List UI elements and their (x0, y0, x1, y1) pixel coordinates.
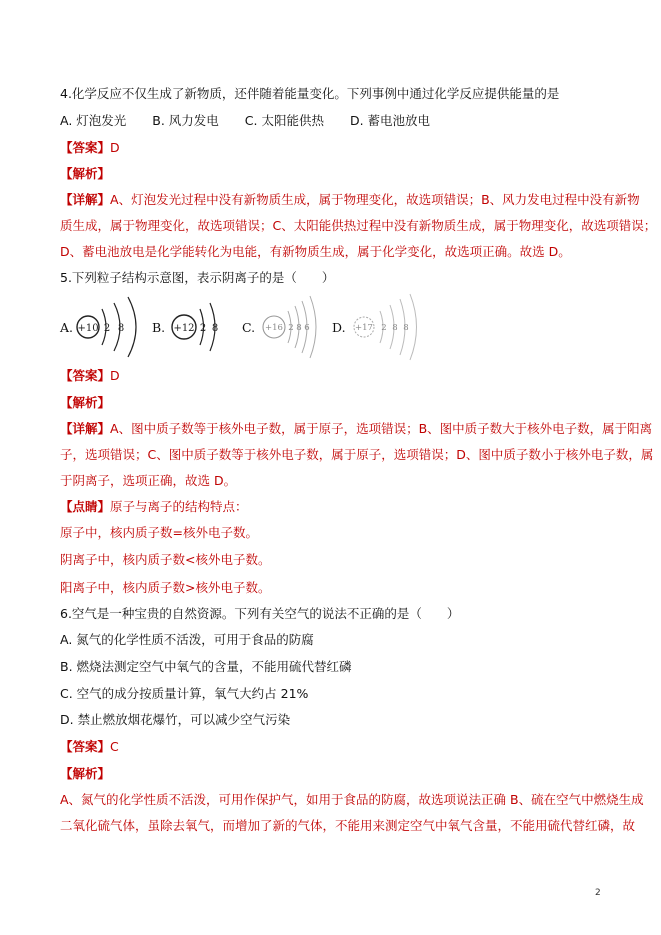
q4-detail-label: 【详解】 (60, 192, 111, 207)
diagram-a-svg (78, 294, 158, 364)
q5-tip (60, 499, 248, 515)
diagram-a-shell-2-count: 8 (117, 323, 125, 334)
diagram-b (152, 294, 252, 364)
q5-tip-line-3: 阳离子中，核内质子数>核外电子数。 (60, 580, 271, 595)
q6-option-a: A. 氮气的化学性质不活泼，可用于食品的防腐 (60, 632, 314, 647)
diagram-b-shell-1-count: 2 (199, 323, 207, 334)
q5-detail-line-1 (60, 421, 652, 437)
q4-option-d: D. 蓄电池放电 (349, 113, 431, 128)
q5-detail-text-1: A、图中质子数等于核外电子数，属于原子，选项错误；B、图中质子数大于核外电子数，属于阳离 (110, 421, 653, 436)
diagram-a (60, 294, 160, 364)
diagram-d-shell-4 (410, 294, 417, 360)
q4-analysis-label: 【解析】 (60, 166, 111, 181)
q5-stem: 5.下列粒子结构示意图，表示阴离子的是（ ） (60, 270, 335, 285)
q6-analysis-line-2: 二氧化硫气体，虽除去氧气，而增加了新的气体，不能用来测定空气中氧气含量，不能用硫代替红磷，故 (60, 818, 636, 833)
diagram-d-shell-1-count: 2 (381, 323, 387, 333)
q5-tip-label: 【点睛】 (60, 499, 111, 514)
q5-detail-line-2: 子，选项错误；C、图中质子数等于核外电子数，属于原子，选项错误；D、图中质子数小于核外电子数，属 (60, 447, 654, 462)
q4-option-c: C. 太阳能供热 (244, 113, 324, 128)
q4-detail-text-1: A、灯泡发光过程中没有新物质生成，属于物理变化，故选项错误；B、风力发电过程中没有新物 (110, 192, 640, 207)
q6-option-b: B. 燃烧法测定空气中氧气的含量，不能用硫代替红磷 (60, 659, 352, 674)
diagram-b-shell-2-count: 8 (211, 323, 219, 334)
q6-analysis-label: 【解析】 (60, 766, 111, 781)
q6-option-d: D. 禁止燃放烟花爆竹，可以减少空气污染 (60, 712, 291, 727)
q5-analysis-label: 【解析】 (60, 395, 111, 410)
q4-option-b: B. 风力发电 (152, 113, 219, 128)
q6-option-c: C. 空气的成分按质量计算，氧气大约占 21% (60, 686, 309, 701)
q5-tip-line-1: 原子中，核内质子数=核外电子数。 (60, 525, 258, 540)
diagram-c-shell-3-count: 6 (304, 323, 310, 333)
q6-answer-value: C (110, 739, 119, 754)
q4-detail-line-2: 质生成，属于物理变化，故选项错误；C、太阳能供热过程中没有新物质生成，属于物理变化，故选项错误； (60, 218, 657, 233)
q5-diagram-row (60, 294, 620, 364)
q5-detail-label: 【详解】 (60, 421, 111, 436)
q4-answer-label: 【答案】 (60, 140, 111, 155)
diagram-d-shell-3-count: 8 (403, 323, 409, 333)
q6-stem: 6.空气是一种宝贵的自然资源。下列有关空气的说法不正确的是（ ） (60, 606, 460, 621)
diagram-c-nucleus: +16 (265, 323, 283, 333)
q5-answer (60, 368, 120, 384)
q5-answer-value: D (110, 368, 120, 383)
diagram-c-label: C. (242, 320, 256, 335)
diagram-a-shell-1-count: 2 (103, 323, 111, 334)
q6-answer (60, 739, 119, 755)
q4-answer (60, 140, 120, 156)
q4-detail-line-3: D、蓄电池放电是化学能转化为电能，有新物质生成，属于化学变化，故选项正确。故选 D。 (60, 244, 571, 259)
diagram-b-nucleus: +12 (173, 323, 195, 334)
q4-detail-line-1 (60, 192, 640, 208)
diagram-a-label: A. (60, 320, 74, 335)
diagram-d-nucleus: +17 (355, 323, 373, 333)
q4-stem: 4.化学反应不仅生成了新物质，还伴随着能量变化。下列事例中通过化学反应提供能量的是 (60, 86, 560, 101)
q4-answer-value: D (110, 140, 120, 155)
q5-tip-line-2: 阴离子中，核内质子数<核外电子数。 (60, 552, 271, 567)
q6-analysis-line-1: A、氮气的化学性质不活泼，可用作保护气，如用于食品的防腐，故选项说法正确 B、硫在空气中燃烧生成 (60, 792, 644, 807)
diagram-b-label: B. (152, 320, 166, 335)
diagram-c-shell-1-count: 2 (288, 323, 294, 333)
diagram-a-nucleus: +10 (77, 323, 99, 334)
diagram-d-shell-2-count: 8 (392, 323, 398, 333)
diagram-d-label: D. (332, 320, 346, 335)
diagram-c-shell-2-count: 8 (296, 323, 302, 333)
q4-options (60, 113, 430, 129)
diagram-d-svg (350, 294, 440, 364)
diagram-c (242, 294, 342, 364)
q4-option-a: A. 灯泡发光 (60, 113, 127, 128)
q5-answer-label: 【答案】 (60, 368, 111, 383)
diagram-a-shell-3 (128, 297, 136, 357)
q6-answer-label: 【答案】 (60, 739, 111, 754)
q5-tip-title: 原子与离子的结构特点： (110, 499, 248, 514)
diagram-b-svg (170, 294, 250, 364)
page-number: 2 (595, 888, 601, 898)
diagram-d (332, 294, 442, 364)
q5-detail-line-3: 于阴离子，选项正确，故选 D。 (60, 473, 237, 488)
diagram-c-shell-4 (310, 296, 316, 358)
